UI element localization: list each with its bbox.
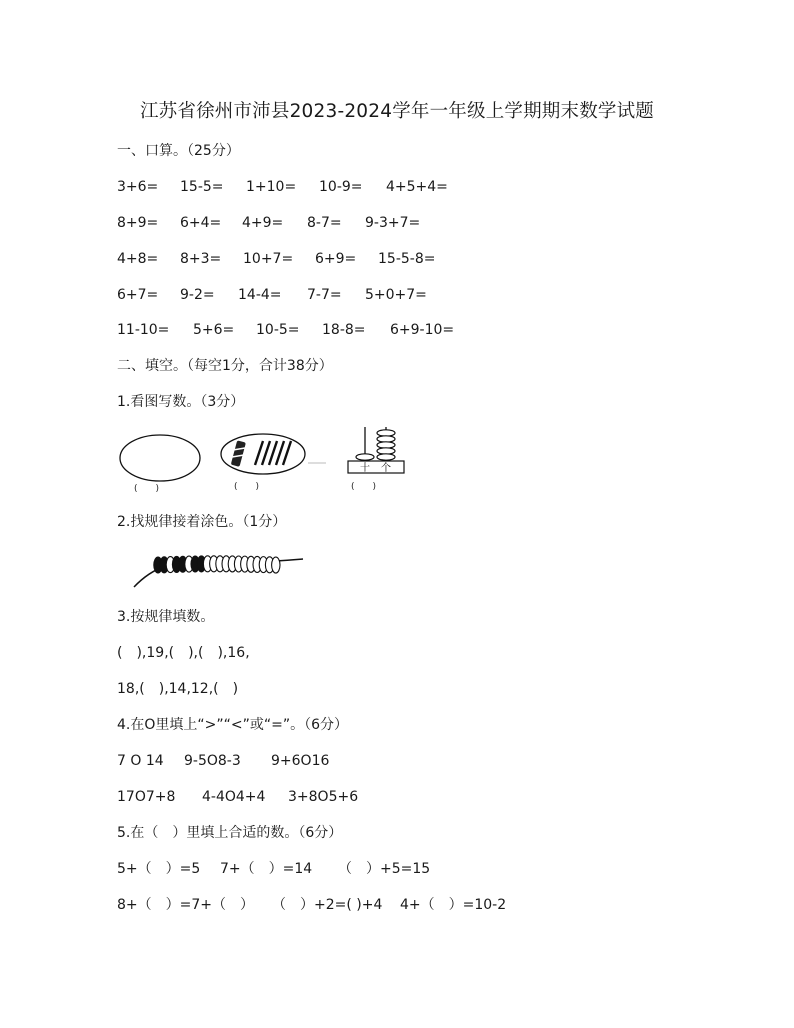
calc-item: 9-3+7= bbox=[365, 215, 421, 231]
calc-item: 9-2= bbox=[180, 287, 215, 303]
fill-item: （ ）+2=( )+4 bbox=[272, 897, 383, 913]
compare-item: 4-4O4+4 bbox=[202, 789, 266, 805]
compare-item: 9-5O8-3 bbox=[184, 753, 241, 769]
calc-item: 3+6= bbox=[117, 179, 159, 195]
compare-item: 17O7+8 bbox=[117, 789, 176, 805]
calc-item: 7-7= bbox=[307, 287, 342, 303]
compare-item: 7 O 14 bbox=[117, 753, 164, 769]
calc-item: 18-8= bbox=[322, 322, 366, 338]
abacus-ones-label: 个 bbox=[381, 463, 391, 474]
abacus-tens-label: 十 bbox=[360, 463, 370, 474]
section2-heading: 二、填空。（每空1分，合计38分） bbox=[117, 358, 333, 374]
q4-label: 4.在O里填上“>”“<”或“=”。（6分） bbox=[117, 717, 348, 733]
calc-item: 8-7= bbox=[307, 215, 342, 231]
calc-item: 10+7= bbox=[243, 251, 294, 267]
calc-item: 10-9= bbox=[319, 179, 363, 195]
q2-label: 2.找规律接着涂色。（1分） bbox=[117, 514, 287, 530]
calc-item: 4+9= bbox=[242, 215, 284, 231]
calc-item: 4+8= bbox=[117, 251, 159, 267]
exam-title: 江苏省徐州市沛县2023-2024学年一年级上学期期末数学试题 bbox=[139, 101, 655, 122]
q5-label: 5.在（ ）里填上合适的数。（6分） bbox=[117, 825, 343, 841]
fill-item: 5+（ ）=5 bbox=[117, 861, 201, 877]
q1-figures bbox=[112, 425, 422, 500]
answer-blank: ( ) bbox=[234, 482, 260, 492]
calc-item: 10-5= bbox=[256, 322, 300, 338]
calc-item: 15-5= bbox=[180, 179, 224, 195]
fill-item: 4+（ ）=10-2 bbox=[400, 897, 507, 913]
calc-item: 1+10= bbox=[246, 179, 297, 195]
calc-item: 14-4= bbox=[238, 287, 282, 303]
calc-item: 6+4= bbox=[180, 215, 222, 231]
calc-item: 8+3= bbox=[180, 251, 222, 267]
q3-label: 3.按规律填数。 bbox=[117, 609, 215, 625]
q3-sequence-2: 18,( ),14,12,( ) bbox=[117, 681, 239, 697]
answer-blank: ( ) bbox=[351, 482, 377, 492]
calc-item: 8+9= bbox=[117, 215, 159, 231]
calc-item: 5+6= bbox=[193, 322, 235, 338]
bead-group bbox=[154, 556, 280, 573]
calc-item: 11-10= bbox=[117, 322, 170, 338]
calc-item: 6+7= bbox=[117, 287, 159, 303]
compare-item: 9+6O16 bbox=[271, 753, 330, 769]
answer-blank: ( ) bbox=[134, 484, 160, 494]
bundle-oval bbox=[221, 434, 305, 474]
bead-string-figure bbox=[128, 545, 308, 593]
q3-sequence-1: ( ),19,( ),( ),16, bbox=[117, 645, 250, 661]
single-sticks-icon bbox=[255, 441, 291, 465]
white-bead bbox=[272, 557, 280, 573]
fill-item: （ ）+5=15 bbox=[338, 861, 431, 877]
calc-item: 4+5+4= bbox=[386, 179, 448, 195]
fill-item: 7+（ ）=14 bbox=[220, 861, 313, 877]
calc-item: 5+0+7= bbox=[365, 287, 427, 303]
section1-heading: 一、口算。（25分） bbox=[117, 143, 240, 159]
calc-item: 15-5-8= bbox=[378, 251, 436, 267]
calc-item: 6+9-10= bbox=[390, 322, 455, 338]
compare-item: 3+8O5+6 bbox=[288, 789, 359, 805]
stick-bundle-icon bbox=[231, 440, 246, 466]
fill-item: 8+（ ）=7+（ ） bbox=[117, 897, 255, 913]
q1-label: 1.看图写数。（3分） bbox=[117, 394, 245, 410]
calc-item: 6+9= bbox=[315, 251, 357, 267]
empty-oval bbox=[120, 435, 200, 481]
abacus-icon bbox=[348, 427, 404, 474]
